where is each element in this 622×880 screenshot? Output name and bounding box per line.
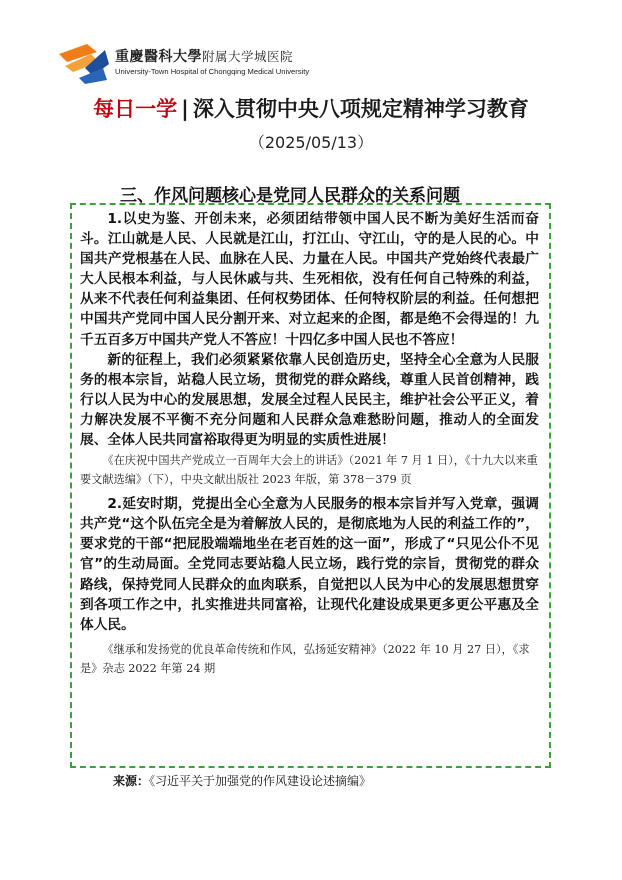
publish-date: （2025/05/13） <box>248 133 374 152</box>
paragraph-1: 1.以史为鉴、开创未来，必须团结带领中国人民不断为美好生活而奋斗。江山就是人民、人民就是江山，打江山、守江山，守的是人民的心。中国共产党根基在人民、血脉在人民、力量在人民。中国共产党始终代表最广大人民根本利益，与人民休戚与共、生死相依，没有任何自己特殊的利益，从来不代表任何利益集团、任何权势团体、任何特权阶层的利益。任何想把中国共产党同中国人民分割开来、对立起来的企图，都是绝不会得逞的！九千五百多万中国共产党人不答应！十四亿多中国人民也不答应！ <box>80 211 539 348</box>
source-label: 来源： <box>113 774 150 788</box>
title-main: 深入贯彻中央八项规定精神学习教育 <box>192 97 529 121</box>
hospital-sub-name: 附属大学城医院 <box>202 49 294 64</box>
hospital-header <box>57 42 317 86</box>
university-name: 重慶醫科大學 <box>115 49 202 65</box>
hospital-logo-icon <box>57 42 113 86</box>
content-body <box>80 209 539 678</box>
source-text: 《习近平关于加强党的作风建设论述摘编》 <box>149 774 372 788</box>
title-separator: | <box>181 97 189 121</box>
title-prefix: 每日一学 <box>93 97 178 121</box>
paragraph-2: 新的征程上，我们必须紧紧依靠人民创造历史，坚持全心全意为人民服务的根本宗旨，站稳人民立场，贯彻党的群众路线，尊重人民首创精神，践行以人民为中心的发展思想，发展全过程人民民主，维护社会公平正义，着力解决发展不平衡不充分问题和人民群众急难愁盼问题，推动人的全面发展、全体人民共同富裕取得更为明显的实质性进展！ <box>80 351 539 449</box>
paragraph-3: 2.延安时期，党提出全心全意为人民服务的根本宗旨并写入党章，强调共产党“这个队伍完全是为着解放人民的，是彻底地为人民的利益工作的”，要求党的干部“把屁股端端地坐在老百姓的这一面”，形成了“只见公仆不见官”的生动局面。全党同志要站稳人民立场，践行党的宗旨，贯彻党的群众路线，保持党同人民群众的血肉联系，自觉把以人民为中心的发展思想贯穿到各项工作之中，扎实推进共同富裕，让现代化建设成果更多更公平惠及全体人民。 <box>80 496 539 633</box>
source-line <box>113 772 371 789</box>
hospital-chinese-name <box>115 46 293 66</box>
citation-1: 《在庆祝中国共产党成立一百周年大会上的讲话》（2021 年 7 月 1 日），《十九大以来重要文献选编》（下），中央文献出版社 2023 年版，第 378－379 页 <box>80 454 538 487</box>
section-heading: 三、作风问题核心是党同人民群众的关系问题 <box>120 186 460 206</box>
citation-2: 《继承和发扬党的优良革命传统和作风，弘扬延安精神》（2022 年 10 月 27 日），《求是》杂志 2022 年第 24 期 <box>80 642 530 675</box>
page-title <box>0 93 622 123</box>
hospital-english-name: University-Town Hospital of Chongqing Medical University <box>115 67 310 76</box>
